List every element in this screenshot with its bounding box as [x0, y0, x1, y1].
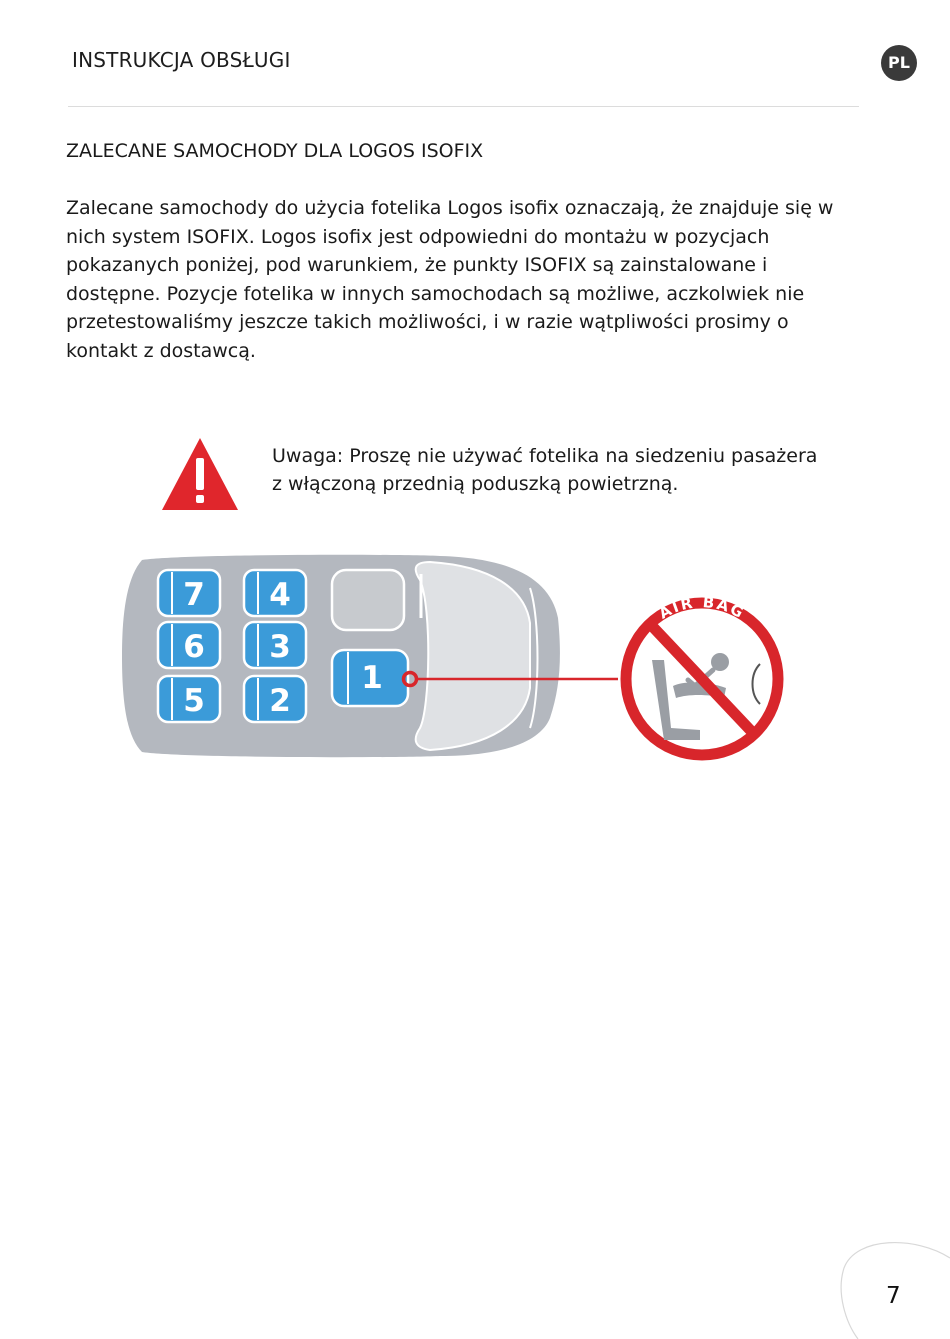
page-number: 7: [886, 1283, 901, 1309]
language-badge: PL: [881, 45, 917, 81]
header-title: INSTRUKCJA OBSŁUGI: [72, 48, 291, 72]
no-child-seat-airbag-icon: [626, 593, 778, 755]
section-body: Zalecane samochody do użycia fotelika Logos isofix oznaczają, że znajduje się w nich system ISOFIX. Logos isofix jest odpowiedni do montażu w pozycjach pokazanych poniżej, pod warunkiem, że punkty ISOFIX są zainstalowane i dostępne. Pozycje fotelika w innych samochodach są możliwe, aczkolwiek nie przetestowaliśmy jeszcze takich możliwości, i w razie wątpliwości prosimy o kontakt z dostawcą.: [66, 197, 834, 362]
car-seat-position-diagram: [120, 548, 800, 768]
header-divider: [68, 106, 859, 107]
seat-1-label: 1: [361, 660, 383, 696]
warning-text: [272, 442, 852, 498]
seat-4: [244, 570, 306, 616]
seat-2: [244, 676, 306, 722]
seat-5: [158, 676, 220, 722]
warning-text-line1: Uwaga: Proszę nie używać fotelika na siedzeniu pasażera: [272, 445, 818, 467]
seat-3: [244, 622, 306, 668]
seat-6-label: 6: [183, 629, 205, 665]
seat-7-label: 7: [183, 577, 205, 613]
seat-3-label: 3: [269, 629, 291, 665]
seat-6: [158, 622, 220, 668]
seat-7: [158, 570, 220, 616]
airbag-label-path: AIR BAG: [655, 593, 749, 623]
seat-1: [332, 650, 408, 706]
warning-text-line2: z włączoną przednią poduszką powietrzną.: [272, 473, 679, 495]
section-title: ZALECANE SAMOCHODY DLA LOGOS ISOFIX: [66, 140, 484, 162]
seat-4-label: 4: [269, 577, 291, 613]
seat-5-label: 5: [183, 683, 205, 719]
warning-triangle-icon: [160, 436, 240, 512]
seat-2-label: 2: [269, 683, 291, 719]
